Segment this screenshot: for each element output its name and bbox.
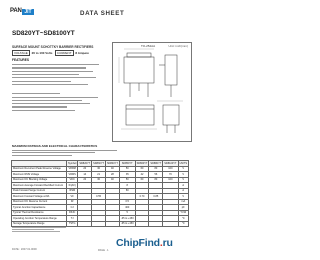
note-line [12, 231, 60, 232]
symbol-cell: VRRM [68, 167, 76, 171]
voltage-current-line [12, 51, 89, 55]
value-cell: 50 [119, 166, 135, 172]
value-cell: 80 [149, 166, 163, 172]
footer-date: DATE : 2007.01.0000 [12, 248, 37, 251]
value-cell: 400 [119, 205, 135, 211]
value-cell: 28 [106, 172, 120, 178]
current-label: CURRENT [56, 51, 72, 55]
column-header: SD820YT [79, 161, 91, 165]
value-cell [92, 221, 106, 227]
value-cell [135, 221, 149, 227]
parameter-cell: Maximum DC Reverse Current [12, 199, 67, 205]
column-header: Symbol [67, 161, 77, 165]
value-cell: 14 [78, 172, 92, 178]
current-value: 8 Ampere [75, 51, 89, 55]
symbol-cell: IR [66, 199, 77, 205]
value-cell: 8 [119, 183, 135, 189]
value-cell: 0.5 [119, 199, 135, 205]
value-cell [106, 221, 120, 227]
mechanical-text-line [12, 93, 60, 94]
ratings-notes [12, 148, 162, 157]
max-ratings-title: MAXIMUM RATINGS AND ELECTRICAL CHARACTERISTICS [12, 144, 98, 148]
value-cell: 0.70 [135, 194, 149, 200]
value-cell [149, 221, 163, 227]
features-heading: FEATURES [12, 58, 29, 62]
symbol-cell: CJ [66, 205, 77, 211]
value-cell: 42 [135, 172, 149, 178]
symbol-cell: VF [66, 194, 77, 200]
feature-text-line [12, 81, 71, 82]
parameter-cell: Maximum DC Blocking Voltage [12, 177, 67, 183]
value-cell: 60 [135, 166, 149, 172]
features-section [12, 58, 107, 113]
symbol-cell: IFSM [66, 188, 77, 194]
to252-outline [113, 43, 191, 141]
watermark-tld: ru [162, 237, 173, 249]
parameter-cell: Maximum Average Forward Rectified Current [12, 183, 67, 189]
value-cell: 80 [149, 177, 163, 183]
value-cell: 40 [106, 177, 120, 183]
feature-text-line [12, 64, 99, 65]
value-cell: 50 [119, 177, 135, 183]
column-header: SD860YT [136, 161, 148, 165]
ratings-note-line [12, 155, 72, 156]
mechanical-text-line [12, 100, 82, 101]
value-cell: 0.85 [149, 194, 163, 200]
feature-text-line [12, 71, 93, 72]
value-cell: °C/W [178, 210, 189, 216]
value-cell: 70 [163, 172, 178, 178]
value-cell: 56 [149, 172, 163, 178]
value-cell: -65 to +150 [120, 222, 134, 226]
value-cell: V [178, 177, 189, 183]
document-title: DATA SHEET [80, 10, 125, 17]
value-cell: A [178, 183, 189, 189]
table-notes [12, 225, 72, 233]
watermark-dot: . [159, 237, 163, 249]
symbol-cell: IF(AV) [66, 183, 77, 189]
value-cell: 20 [78, 166, 92, 172]
value-cell: 30 [92, 166, 106, 172]
parameter-cell: Operating Junction Temperature Range [12, 216, 67, 222]
parameter-cell: Maximum Forward Voltage at 8A [12, 194, 67, 200]
panjit-logo [10, 9, 36, 16]
part-number: SD820YT~SD8100YT [12, 30, 75, 37]
value-cell [163, 221, 178, 227]
value-cell: mA [178, 199, 189, 205]
value-cell: 60 [135, 177, 149, 183]
note-line [12, 227, 66, 228]
value-cell: V [178, 194, 189, 200]
parameter-cell: Typical Thermal Resistance [12, 210, 67, 216]
symbol-cell: TSTG [66, 221, 77, 227]
logo-text: PAN [10, 8, 22, 14]
ratings-note-line [12, 150, 117, 151]
package-unit-note: Unit: inch(mm) [168, 44, 188, 48]
table-body [12, 166, 189, 227]
column-header: SD8100YT [164, 161, 177, 165]
value-cell: °C [178, 216, 189, 222]
parameter-cell: Typical Junction Capacitance [12, 205, 67, 211]
symbol-cell: RθJC [66, 210, 77, 216]
value-cell: 5 [119, 210, 135, 216]
footer-page: PAGE . 1 [98, 249, 109, 252]
value-cell: 80 [119, 188, 135, 194]
value-cell: 0.55 [92, 194, 106, 200]
symbol-cell: VRMS [66, 172, 77, 178]
mechanical-text-line [12, 106, 67, 107]
column-header: SD850YT [119, 161, 135, 167]
mechanical-text-line [12, 103, 90, 104]
voltage-label: VOLTAGE [14, 51, 28, 55]
symbol-cell: TJ [66, 216, 77, 222]
product-description: SURFACE MOUNT SCHOTTKY BARRIER RECTIFIERS [12, 45, 94, 49]
value-cell: -65 to +150 [120, 216, 134, 220]
feature-text-line [12, 84, 88, 85]
column-header: SD840YT [107, 161, 118, 165]
value-cell: A [178, 188, 189, 194]
symbol-cell: VDC [66, 177, 77, 183]
parameter-cell: Maximum Recurrent Peak Reverse Voltage [12, 166, 67, 172]
value-cell: 100 [163, 166, 178, 172]
column-header: SD830YT [93, 161, 105, 165]
watermark-name: ChipFind [116, 237, 160, 249]
value-cell: 30 [92, 177, 106, 183]
voltage-value: 20 to 100 Volts [31, 51, 53, 55]
parameter-cell: Storage Temperature Range [12, 221, 67, 227]
feature-text-line [12, 67, 86, 68]
value-cell: 100 [163, 177, 178, 183]
value-cell: °C [178, 221, 189, 227]
mechanical-text-line [12, 97, 98, 98]
note-line [12, 229, 54, 230]
ratings-note-line [12, 152, 95, 153]
value-cell: V [178, 172, 189, 178]
logo-box: JIT [22, 9, 34, 15]
value-cell: 35 [119, 172, 135, 178]
value-cell: pF [178, 205, 189, 211]
value-cell: V [178, 166, 189, 172]
package-label: TO-252AA [141, 44, 156, 48]
value-cell: 20 [78, 177, 92, 183]
parameter-cell: Peak Forward Surge Current [12, 188, 67, 194]
chipfind-watermark [116, 237, 173, 249]
feature-text-line [12, 74, 79, 75]
package-drawing [112, 42, 192, 142]
value-cell: 40 [106, 166, 120, 172]
value-cell [78, 221, 92, 227]
column-header: SD880YT [150, 161, 162, 165]
mechanical-text-line [12, 110, 75, 111]
parameter-cell: Maximum RMS Voltage [12, 172, 67, 178]
feature-text-line [12, 77, 96, 78]
value-cell: 21 [92, 172, 106, 178]
column-header: UNITS [179, 161, 187, 165]
ratings-table [11, 160, 189, 227]
